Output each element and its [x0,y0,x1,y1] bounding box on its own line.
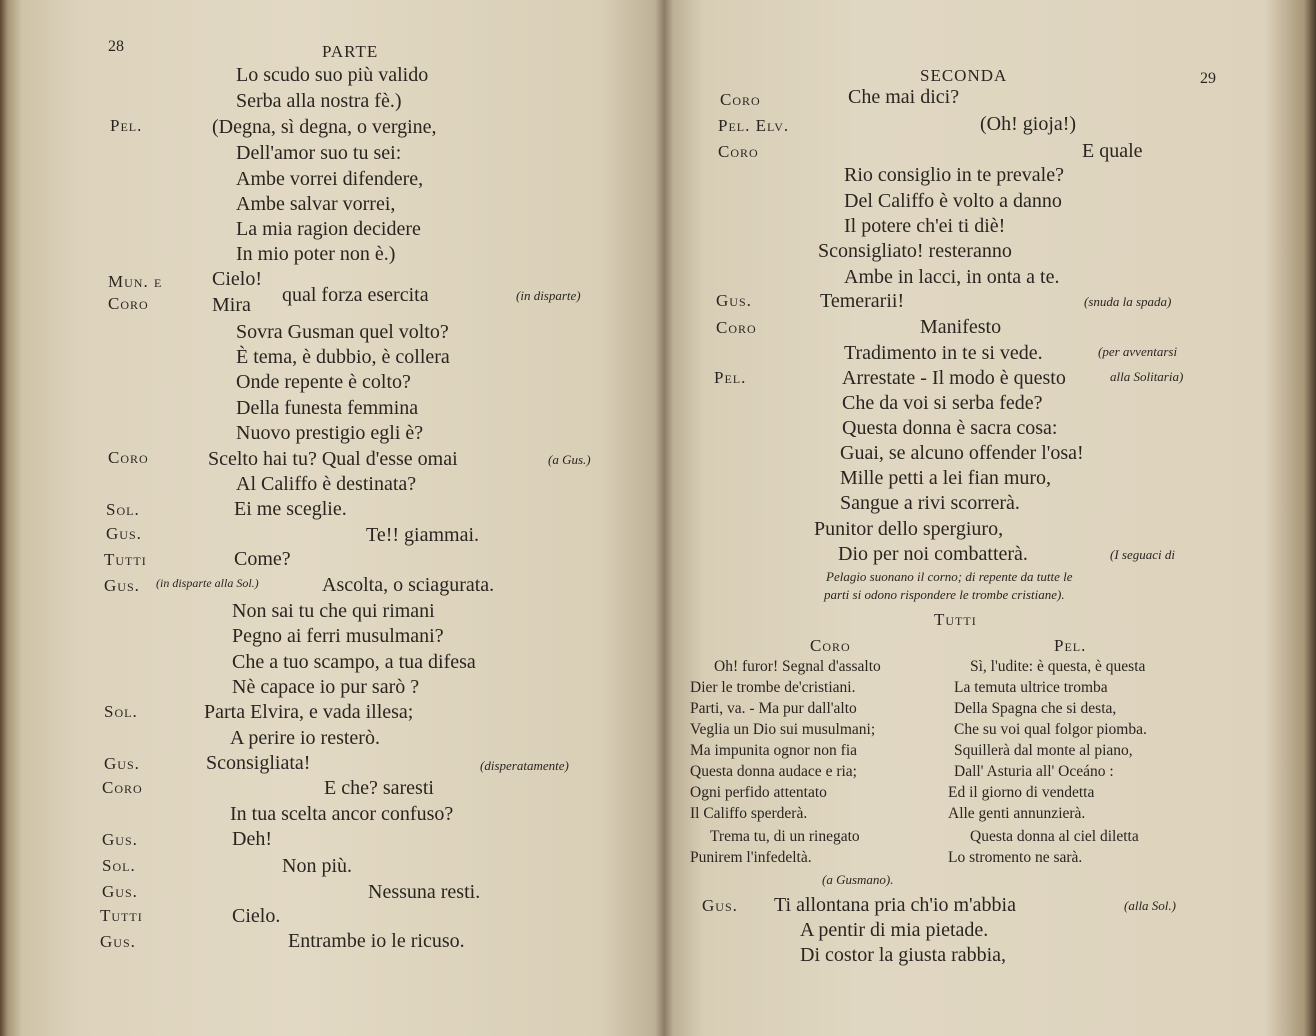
verse-line: Che su voi qual folgor piomba. [954,721,1147,738]
verse-line: La mia ragion decidere [236,218,421,240]
verse-line: A pentir di mia pietade. [800,919,989,941]
verse-line: Tradimento in te si vede. [844,342,1043,364]
verse-line: È tema, è dubbio, è collera [236,346,450,368]
verse-line: Sovra Gusman quel volto? [236,321,449,343]
speaker-label: Pel. [110,116,143,135]
verse-line: Sconsigliato! resteranno [818,240,1012,262]
column-heading-pel: Pel. [1054,636,1087,655]
verse-line: In tua scelta ancor confuso? [230,803,454,825]
verse-line: Arrestate - Il modo è questo [842,367,1066,389]
verse-line: Rio consiglio in te prevale? [844,164,1064,186]
speaker-label: Gus. [102,882,138,901]
verse-line: Sangue a rivi scorrerà. [840,492,1020,514]
verse-line: Squillerà dal monte al piano, [954,742,1133,759]
speaker-label: Gus. [100,932,136,951]
verse-line: Dier le trombe de'cristiani. [690,679,856,696]
speaker-label: Coro [108,448,149,467]
stage-direction: parti si odono rispondere le trombe cristiane). [824,587,1065,602]
stage-direction: (in disparte alla Sol.) [156,576,259,590]
speaker-label: Sol. [106,500,140,519]
verse-line: Ambe vorrei difendere, [236,168,424,190]
page-number-right: 29 [1200,70,1216,87]
speaker-label: Sol. [102,856,136,875]
verse-line: Ambe salvar vorrei, [236,193,396,215]
page-number-left: 28 [108,38,124,55]
verse-line: Questa donna al ciel diletta [970,828,1139,845]
verse-line: Te!! giammai. [366,524,479,546]
verse-line: Ti allontana pria ch'io m'abbia [774,894,1016,916]
verse-line: E quale [1082,140,1143,162]
verse-line: Ogni perfido attentato [690,784,827,801]
speaker-label: Coro [102,778,143,797]
verse-line: Oh! furor! Segnal d'assalto [714,658,881,675]
verse-line: Della Spagna che si desta, [954,700,1117,717]
verse-line: Alle genti annunzierà. [948,805,1086,822]
verse-line: Cielo. [232,905,281,927]
verse-line: Parti, va. - Ma pur dall'alto [690,700,857,717]
verse-line: Questa donna è sacra cosa: [842,417,1058,439]
stage-direction: (in disparte) [516,288,581,303]
stage-direction: (a Gus.) [548,452,591,467]
stage-direction: (a Gusmano). [822,872,894,887]
verse-line: Pegno ai ferri musulmani? [232,625,444,647]
verse-line: Parta Elvira, e vada illesa; [204,701,414,723]
verse-line: Dell'amor suo tu sei: [236,142,402,164]
verse-line: Ascolta, o sciagurata. [322,574,495,596]
verse-line: Deh! [232,828,272,850]
speaker-label: Gus. [104,754,140,773]
verse-line: In mio poter non è.) [236,243,396,265]
verse-line: Questa donna audace e ria; [690,763,857,780]
verse-line: (Oh! gioja!) [980,113,1077,135]
verse-line: qual forza esercita [282,284,429,306]
verse-line: Il potere ch'ei ti diè! [844,215,1006,237]
speaker-label: Coro [720,90,761,109]
speaker-label: Coro [718,142,759,161]
verse-line: Ed il giorno di vendetta [948,784,1095,801]
stage-direction: Pelagio suonano il corno; di repente da tutte le [826,569,1073,584]
verse-line: Sì, l'udite: è questa, è questa [970,658,1146,675]
speaker-label: Tutti [104,550,147,569]
speaker-label: Tutti [100,906,143,925]
speaker-label: Coro [108,294,149,313]
verse-line: Guai, se alcuno offender l'osa! [840,442,1084,464]
verse-line: Cielo! [212,268,262,290]
verse-line: Trema tu, di un rinegato [710,828,860,845]
verse-line: Manifesto [920,316,1002,338]
column-heading-coro: Coro [810,636,851,655]
verse-line: Onde repente è colto? [236,371,411,393]
verse-line: Ambe in lacci, in onta a te. [844,266,1060,288]
verse-line: Mille petti a lei fian muro, [840,467,1052,489]
verse-line: Lo stromento ne sarà. [948,849,1083,866]
stage-direction: (disperatamente) [480,758,569,773]
speaker-label: Pel. [714,368,747,387]
verse-line: Nè capace io pur sarò ? [232,676,420,698]
stage-direction: (snuda la spada) [1084,294,1172,309]
speaker-label: Gus. [106,524,142,543]
verse-line: Punirem l'infedeltà. [690,849,812,866]
book-gutter [655,0,673,1036]
stage-direction: (alla Sol.) [1124,898,1176,913]
verse-line: Dio per noi combatterà. [838,543,1028,565]
speaker-label: Coro [716,318,757,337]
verse-line: (Degna, sì degna, o vergine, [212,116,437,138]
verse-line: Mira [212,294,251,316]
verse-line: Il Califfo sperderà. [690,805,808,822]
verse-line: Che mai dici? [848,86,960,108]
verse-line: E che? saresti [324,777,434,799]
ensemble-heading: Tutti [934,610,977,629]
speaker-label: Gus. [702,896,738,915]
speaker-label: Gus. [102,830,138,849]
verse-line: Scelto hai tu? Qual d'esse omai [208,448,458,470]
verse-line: Di costor la giusta rabbia, [800,944,1007,966]
verse-line: Ma impunita ognor non fia [690,742,858,759]
verse-line: Ei me sceglie. [234,498,347,520]
speaker-label: Mun. e [108,272,163,291]
verse-line: Nuovo prestigio egli è? [236,422,424,444]
verse-line: Lo scudo suo più valido [236,64,429,86]
stage-direction: alla Solitaria) [1110,369,1184,384]
verse-line: La temuta ultrice tromba [954,679,1108,696]
right-page [664,0,1316,1036]
speaker-label: Pel. Elv. [718,116,790,135]
verse-line: A perire io resterò. [230,727,380,749]
verse-line: Punitor dello spergiuro, [814,518,1004,540]
verse-line: Al Califfo è destinata? [236,473,417,495]
running-header-right: SECONDA [920,66,1008,85]
verse-line: Che da voi si serba fede? [842,392,1043,414]
verse-line: Sconsigliata! [206,752,311,774]
verse-line: Veglia un Dio sui musulmani; [690,721,876,738]
stage-direction: (I seguaci di [1110,547,1175,562]
verse-line: Come? [234,548,291,570]
verse-line: Della funesta femmina [236,397,419,419]
verse-line: Dall' Asturia all' Oceáno : [954,763,1114,780]
running-header-left: PARTE [322,42,379,61]
verse-line: Nessuna resti. [368,881,481,903]
verse-line: Entrambe io le ricuso. [288,930,465,952]
verse-line: Non sai tu che qui rimani [232,600,435,622]
verse-line: Che a tuo scampo, a tua difesa [232,651,476,673]
verse-line: Serba alla nostra fè.) [236,90,402,112]
stage-direction: (per avventarsi [1098,344,1178,359]
verse-line: Non più. [282,855,352,877]
speaker-label: Sol. [104,702,138,721]
verse-line: Del Califfo è volto a danno [844,190,1062,212]
speaker-label: Gus. [104,576,140,595]
speaker-label: Gus. [716,291,752,310]
verse-line: Temerarii! [820,290,905,312]
